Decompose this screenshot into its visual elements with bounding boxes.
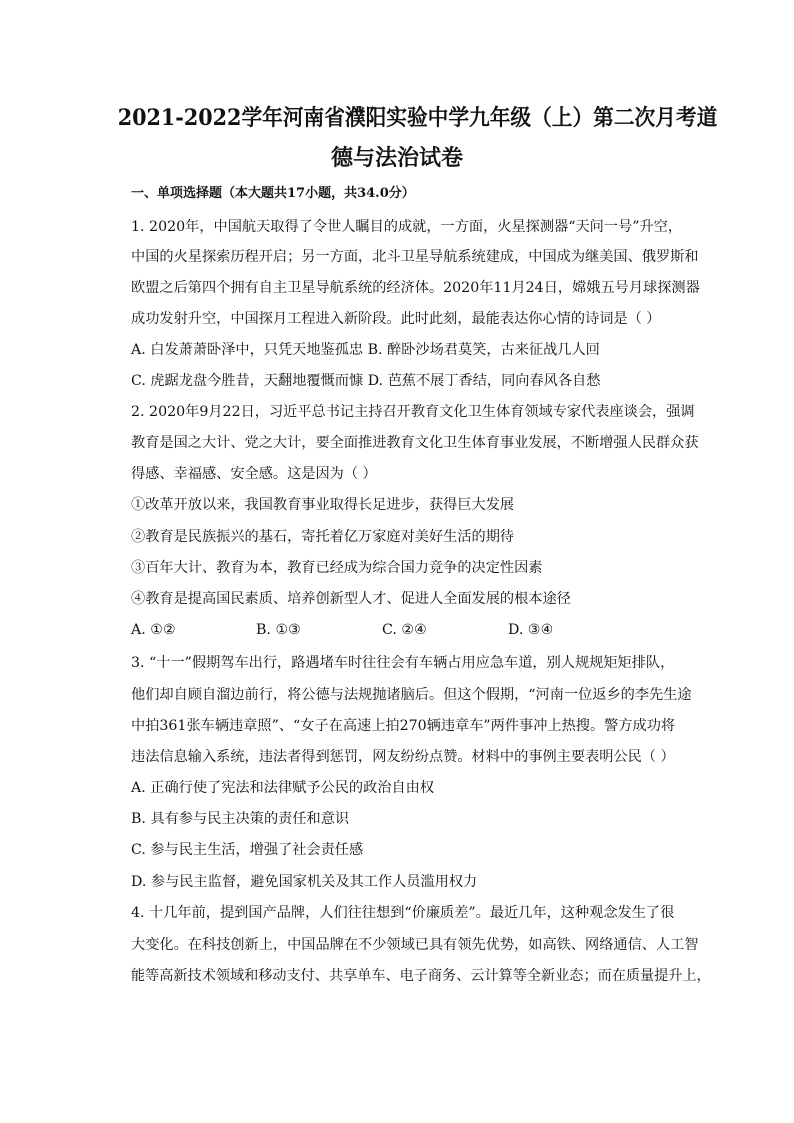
q3-line: 违法信息输入系统，违法者得到惩罚，网友纷纷点赞。材料中的事例主要表明公民（ ） xyxy=(131,749,675,765)
q1-option-line: C. 虎踞龙盘今胜昔，天翻地覆慨而慷 D. 芭蕉不展丁香结，同向春风各自愁 xyxy=(131,373,601,389)
q3-option-b: B. 具有参与民主决策的责任和意识 xyxy=(131,811,350,827)
q3-line: 3. “十一”假期驾车出行，路遇堵车时往往会有车辆占用应急车道，别人规规矩矩排队， xyxy=(131,655,675,671)
q2-option-b: B. ①③ xyxy=(256,622,301,638)
q2-item: ③百年大计、教育为本，教育已经成为综合国力竞争的决定性因素 xyxy=(131,560,543,576)
q2-option-a: A. ①② xyxy=(131,622,176,638)
q3-line: 他们却自顾自溜边前行，将公德与法规抛诸脑后。但这个假期，“河南一位返乡的李先生途 xyxy=(131,687,692,703)
q1-line: 成功发射升空，中国探月工程进入新阶段。此时此刻，最能表达你心情的诗词是（ ） xyxy=(131,311,661,327)
q1-line: 欧盟之后第四个拥有自主卫星导航系统的经济体。2020年11月24日，嫦娥五号月球探测器 xyxy=(131,280,700,296)
q2-item: ②教育是民族振兴的基石，寄托着亿万家庭对美好生活的期待 xyxy=(131,529,515,545)
q4-line: 能等高新技术领域和移动支付、共享单车、电子商务、云计算等全新业态；而在质量提升上， xyxy=(131,968,711,984)
q3-option-c: C. 参与民主生活，增强了社会责任感 xyxy=(131,842,364,858)
q2-line: 得感、幸福感、安全感。这是因为（ ） xyxy=(131,466,377,482)
section-heading: 一、单项选择题（本大题共17小题，共34.0分） xyxy=(131,186,415,201)
q1-option-line: A. 白发萧萧卧泽中，只凭天地鉴孤忠 B. 醉卧沙场君莫笑，古来征战几人回 xyxy=(131,342,600,358)
q2-line: 2. 2020年9月22日，习近平总书记主持召开教育文化卫生体育领域专家代表座谈会，强调 xyxy=(131,404,695,420)
q1-line: 中国的火星探索历程开启；另一方面，北斗卫星导航系统建成，中国成为继美国、俄罗斯和 xyxy=(131,249,699,265)
q2-item: ①改革开放以来，我国教育事业取得长足进步，获得巨大发展 xyxy=(131,497,515,513)
q2-item: ④教育是提高国民素质、培养创新型人才、促进人全面发展的根本途径 xyxy=(131,591,571,607)
q3-line: 中拍361张车辆违章照”、“女子在高速上拍270辆违章车”两件事冲上热搜。警方成功将 xyxy=(131,718,676,734)
q4-line: 4. 十几年前，提到国产品牌，人们往往想到“价廉质差”。最近几年，这种观念发生了很 xyxy=(131,905,675,921)
q2-option-d: D. ③④ xyxy=(508,622,554,638)
q2-option-c: C. ②④ xyxy=(382,622,427,638)
q3-option-a: A. 正确行使了宪法和法律赋予公民的政治自由权 xyxy=(131,780,435,796)
q3-option-d: D. 参与民主监督，避免国家机关及其工作人员滥用权力 xyxy=(131,874,478,890)
exam-title-line-1: 2021-2022学年河南省濮阳实验中学九年级（上）第二次月考道 xyxy=(117,105,718,131)
q4-line: 大变化。在科技创新上，中国品牌在不少领域已具有领先优势，如高铁、网络通信、人工智 xyxy=(131,937,699,953)
exam-title-line-2: 德与法治试卷 xyxy=(330,145,463,171)
q2-line: 教育是国之大计、党之大计，要全面推进教育文化卫生体育事业发展，不断增强人民群众获 xyxy=(131,435,699,451)
q1-line: 1. 2020年，中国航天取得了令世人瞩目的成就，一方面，火星探测器“天问一号”升空， xyxy=(131,219,683,235)
